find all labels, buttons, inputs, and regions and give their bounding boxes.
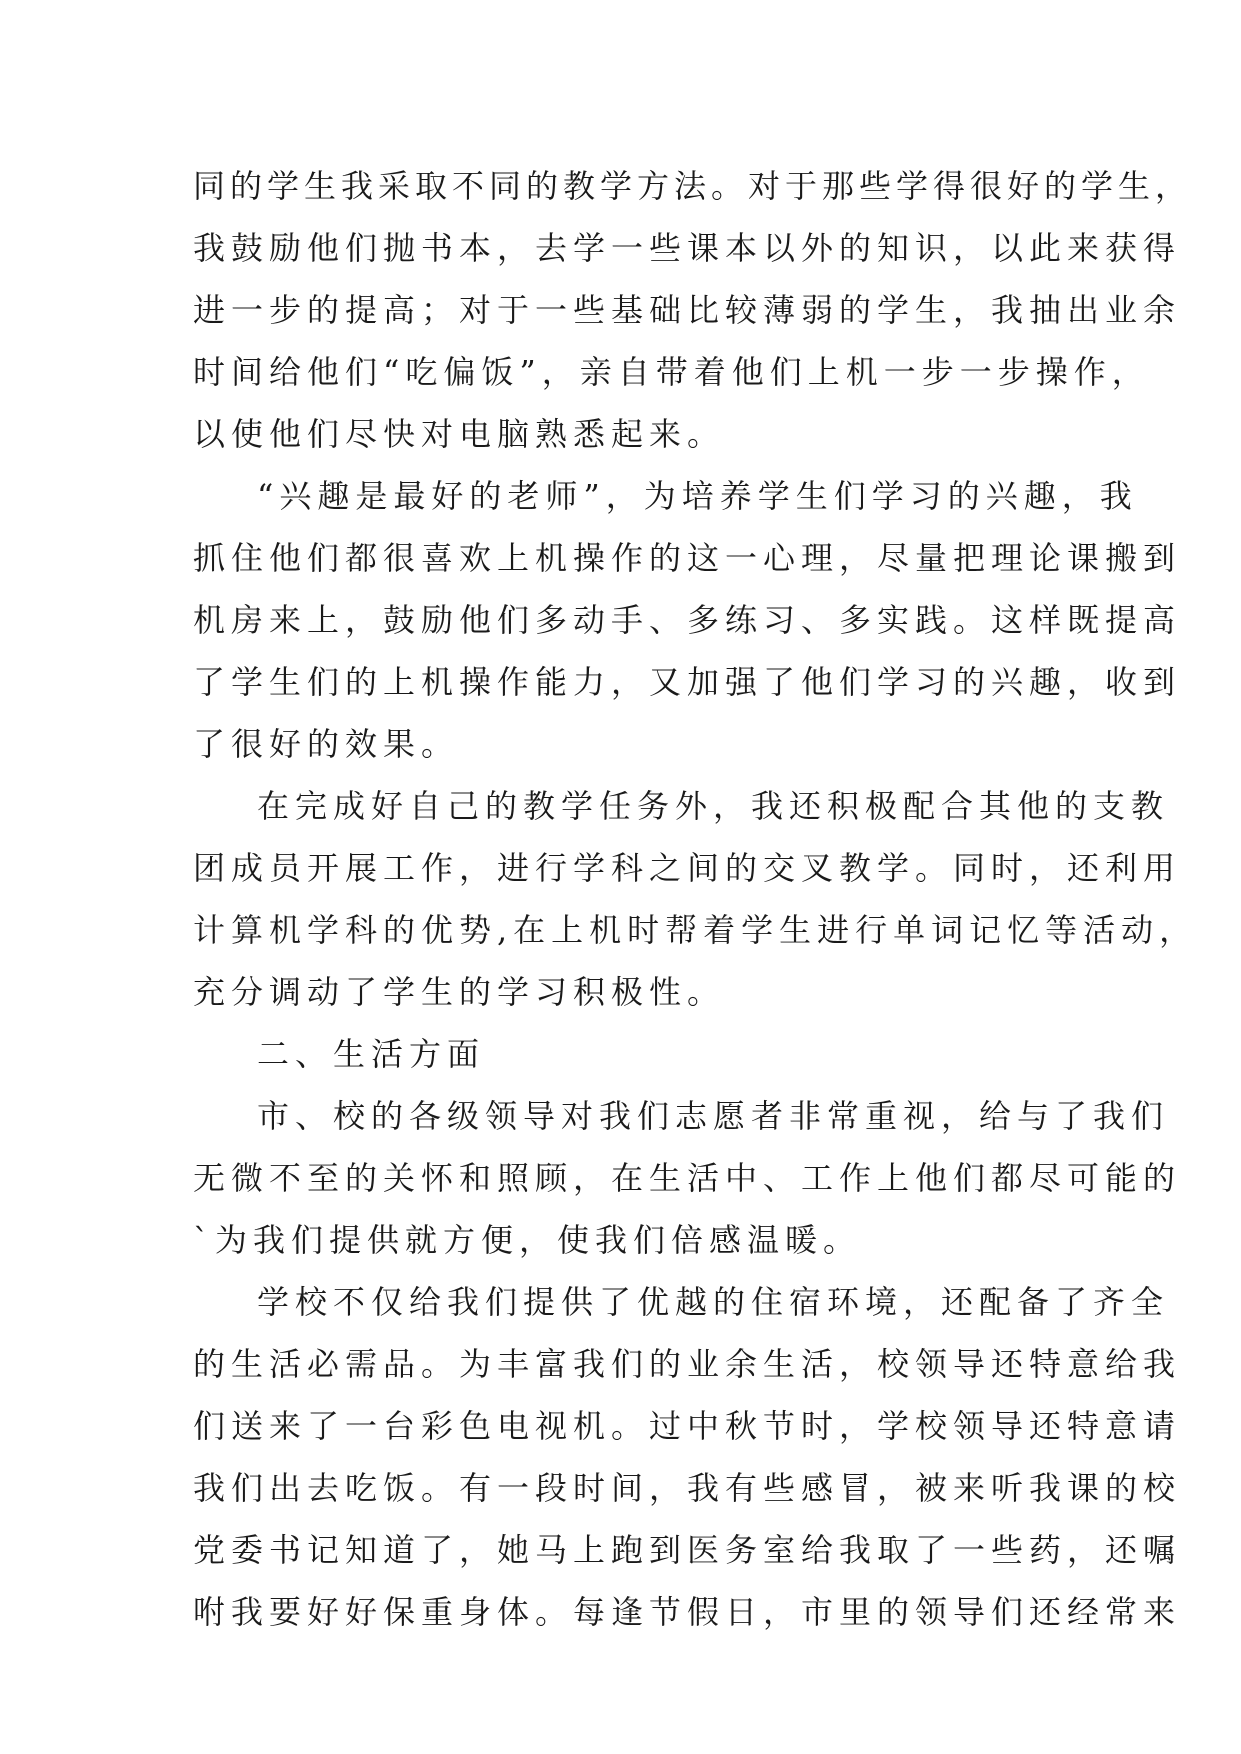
text-line: 了学生们的上机操作能力，又加强了他们学习的兴趣，收到 xyxy=(193,663,1182,701)
section-heading: 二、生活方面 xyxy=(257,1035,486,1073)
text-line: 以使他们尽快对电脑熟悉起来。 xyxy=(193,415,726,453)
text-line: 党委书记知道了，她马上跑到医务室给我取了一些药，还嘱 xyxy=(193,1531,1182,1569)
text-line: 咐我要好好保重身体。每逢节假日，市里的领导们还经常来 xyxy=(193,1593,1182,1631)
text-line: 我们出去吃饭。有一段时间，我有些感冒，被来听我课的校 xyxy=(193,1469,1182,1507)
paragraph-first-line: 学校不仅给我们提供了优越的住宿环境，还配备了齐全 xyxy=(257,1283,1170,1321)
text-line: 抓住他们都很喜欢上机操作的这一心理，尽量把理论课搬到 xyxy=(193,539,1182,577)
text-line: 我鼓励他们抛书本，去学一些课本以外的知识，以此来获得 xyxy=(193,229,1182,267)
text-line: 时间给他们“吃偏饭”，亲自带着他们上机一步一步操作， xyxy=(193,353,1150,391)
text-line: 了很好的效果。 xyxy=(193,725,460,763)
text-line: 进一步的提高；对于一些基础比较薄弱的学生，我抽出业余 xyxy=(193,291,1182,329)
paragraph-first-line: 市、校的各级领导对我们志愿者非常重视，给与了我们 xyxy=(257,1097,1170,1135)
text-line: `为我们提供就方便，使我们倍感温暖。 xyxy=(193,1221,862,1259)
document-body xyxy=(193,155,1198,1643)
paragraph-first-line: “兴趣是最好的老师”，为培养学生们学习的兴趣，我 xyxy=(257,477,1138,515)
text-line: 们送来了一台彩色电视机。过中秋节时，学校领导还特意请 xyxy=(193,1407,1182,1445)
paragraph-first-line: 在完成好自己的教学任务外，我还积极配合其他的支教 xyxy=(257,787,1170,825)
text-line: 团成员开展工作，进行学科之间的交叉教学。同时，还利用 xyxy=(193,849,1182,887)
text-line: 充分调动了学生的学习积极性。 xyxy=(193,973,726,1011)
text-line: 的生活必需品。为丰富我们的业余生活，校领导还特意给我 xyxy=(193,1345,1182,1383)
text-line: 机房来上，鼓励他们多动手、多练习、多实践。这样既提高 xyxy=(193,601,1182,639)
text-line: 无微不至的关怀和照顾，在生活中、工作上他们都尽可能的 xyxy=(193,1159,1182,1197)
text-line: 计算机学科的优势,在上机时帮着学生进行单词记忆等活动， xyxy=(193,911,1198,949)
text-line: 同的学生我采取不同的教学方法。对于那些学得很好的学生， xyxy=(193,167,1193,205)
